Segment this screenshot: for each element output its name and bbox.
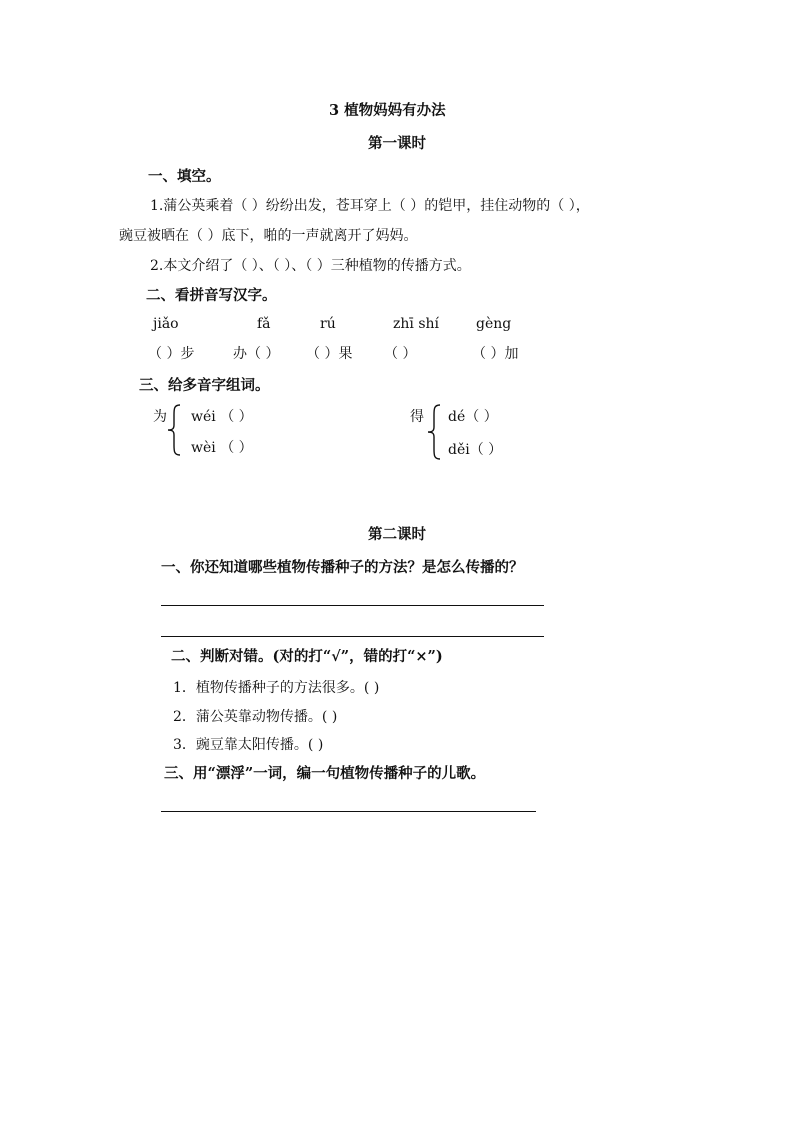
answer-line [161, 605, 544, 606]
fill-blank-q1-line1: 1.蒲公英乘着（ ）纷纷出发，苍耳穿上（ ）的铠甲，挂住动物的（ ）， [150, 198, 590, 214]
section-polyphone-title: 三、给多音字组词。 [139, 377, 270, 394]
lesson2-heading: 第二课时 [368, 526, 426, 543]
polyphone-char-1: 为 [153, 409, 167, 425]
section-pinyin-title: 二、看拼音写汉字。 [146, 287, 277, 304]
polyphone-reading-dei3: děi（ ） [448, 442, 503, 458]
brace-icon [166, 403, 182, 457]
fill-blank-q2: 2.本文介绍了（ ）、（ ）、（ ）三种植物的传播方式。 [150, 258, 471, 274]
polyphone-reading-de2: dé（ ） [448, 409, 498, 425]
pinyin-answer-5: （ ）加 [472, 346, 519, 362]
polyphone-char-2: 得 [410, 409, 424, 425]
pinyin-answer-1: （ ）步 [148, 346, 195, 362]
pinyin-answer-2: 办（ ） [233, 346, 280, 362]
brace-icon [426, 403, 442, 461]
pinyin-1: jiǎo [153, 316, 179, 332]
pinyin-5: gèng [476, 316, 512, 332]
section-rhyme-title: 三、用“漂浮”一词，编一句植物传播种子的儿歌。 [164, 765, 486, 782]
pinyin-answer-4: （ ） [384, 346, 417, 362]
polyphone-reading-wei2: wéi （ ） [191, 409, 253, 425]
answer-line [161, 811, 536, 812]
true-false-item-1: 1．植物传播种子的方法很多。( ) [173, 680, 380, 696]
pinyin-4: zhī shí [393, 316, 439, 332]
polyphone-reading-wei4: wèi （ ） [191, 440, 253, 456]
pinyin-3: rú [320, 316, 336, 332]
page-title: 3 植物妈妈有办法 [329, 102, 446, 119]
section-other-plants-title: 一、你还知道哪些植物传播种子的方法？是怎么传播的？ [161, 559, 524, 576]
section-true-false-title: 二、判断对错。(对的打“√”，错的打“×”) [171, 648, 443, 665]
pinyin-answer-3: （ ）果 [306, 346, 353, 362]
true-false-item-3: 3．豌豆靠太阳传播。( ) [173, 737, 324, 753]
section-fill-blank-title: 一、填空。 [148, 168, 221, 185]
lesson1-heading: 第一课时 [368, 135, 426, 152]
pinyin-2: fǎ [257, 316, 271, 332]
true-false-item-2: 2．蒲公英靠动物传播。( ) [173, 709, 338, 725]
answer-line [161, 636, 544, 637]
fill-blank-q1-line2: 豌豆被晒在（ ）底下，啪的一声就离开了妈妈。 [119, 228, 418, 244]
